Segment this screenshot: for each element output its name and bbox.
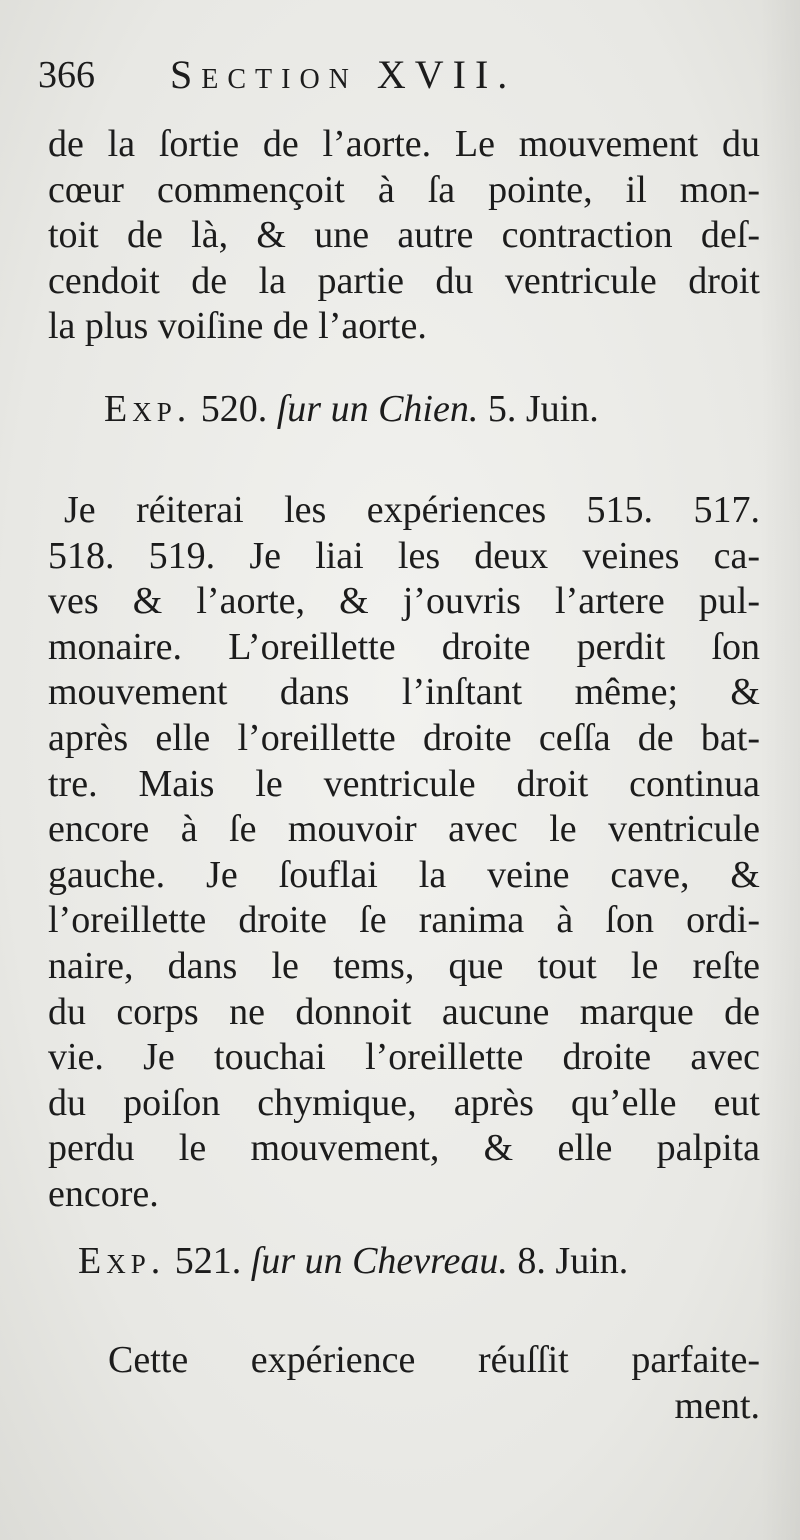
text-line: Cette expérience réuſſit parfaite- [108,1339,760,1381]
text-line: après elle l’oreillette droite ceſſa de bat- [48,716,760,759]
text-line: encore. [48,1172,159,1215]
text-line: la plus voiſine de l’aorte. [48,305,427,348]
experiment-heading-521 [78,1238,628,1284]
paragraph-2 [48,488,760,1218]
experiment-date: 5. Juin. [487,388,599,430]
page-number: 366 [38,54,95,96]
experiment-label: Exp. [78,1240,166,1282]
experiment-number: 521. [174,1240,242,1282]
text-line: monaire. L’oreillette droite perdit ſon [48,625,760,668]
text-line: cendoit de la partie du ventricule droit [48,259,760,302]
page-header [38,50,738,100]
experiment-heading-520 [104,386,599,432]
text-line: ves & l’aorte, & j’ouvris l’artere pul- [48,580,760,623]
text-line: de la ſortie de l’aorte. Le mouvement du [48,123,760,165]
experiment-number: 520. [200,388,268,430]
text-line: perdu le mouvement, & elle palpita [48,1127,760,1170]
text-line: l’oreillette droite ſe ranima à ſon ordi- [48,899,760,942]
text-line: gauche. Je ſouflai la veine cave, & [48,853,760,896]
experiment-subject: ſur un Chien. [276,388,479,430]
paragraph-3 [48,1338,760,1429]
text-line: mouvement dans l’inſtant même; & [48,671,760,714]
experiment-label: Exp. [104,388,192,430]
text-line: du corps ne donnoit aucune marque de [48,990,760,1033]
page-edge-shadow [760,0,800,1540]
text-line: naire, dans le tems, que tout le reſte [48,944,760,987]
experiment-date: 8. Juin. [517,1240,629,1282]
text-line: vie. Je touchai l’oreillette droite avec [48,1036,760,1079]
text-line: Je réiterai les expériences 515. 517. [64,489,760,531]
experiment-subject: ſur un Chevreau. [250,1240,508,1282]
text-line: ment. [674,1384,760,1427]
text-line: cœur commençoit à ſa pointe, il mon- [48,168,760,211]
text-line: tre. Mais le ventricule droit continua [48,762,760,805]
text-line: du poiſon chymique, après qu’elle eut [48,1081,760,1124]
text-line: 518. 519. Je liai les deux veines ca- [48,534,760,577]
running-head: Section XVII. [170,52,517,97]
paragraph-1 [48,122,760,350]
text-line: toit de là, & une autre contraction deſ- [48,214,760,257]
text-line: encore à ſe mouvoir avec le ventricule [48,808,760,851]
